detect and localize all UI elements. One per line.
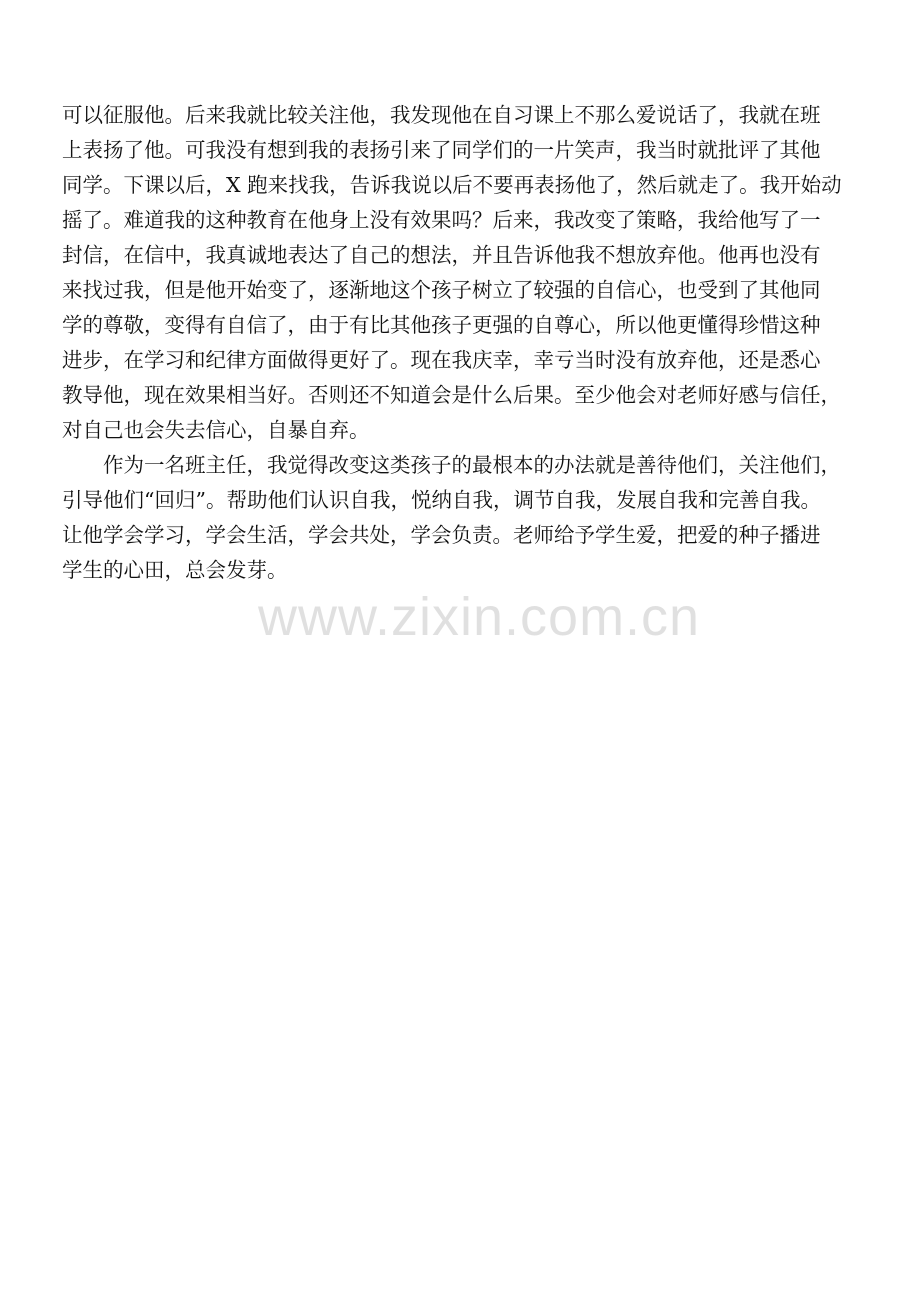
text-line: 教导他，现在效果相当好。否则还不知道会是什么后果。至少他会对老师好感与信任， [62, 383, 841, 407]
paragraph-2 [62, 448, 862, 588]
paragraph-1 [62, 98, 862, 448]
text-line: 进步，在学习和纪律方面做得更好了。现在我庆幸，幸亏当时没有放弃他，还是悉心 [62, 348, 821, 372]
text-line: 学的尊敬，变得有自信了，由于有比其他孩子更强的自尊心，所以他更懂得珍惜这种 [62, 313, 821, 337]
watermark-text: www.zixin.com.cn [258, 587, 701, 647]
text-line: 引导他们“回归”。帮助他们认识自我，悦纳自我，调节自我，发展自我和完善自我。 [62, 488, 821, 512]
document-body [62, 98, 862, 588]
text-line: 封信，在信中，我真诚地表达了自己的想法，并且告诉他我不想放弃他。他再也没有 [62, 243, 821, 267]
text-line: 对自己也会失去信心，自暴自弃。 [62, 418, 370, 442]
text-line: 可以征服他。后来我就比较关注他，我发现他在自习课上不那么爱说话了，我就在班 [62, 103, 821, 127]
text-line: 来找过我，但是他开始变了，逐渐地这个孩子树立了较强的自信心，也受到了其他同 [62, 278, 821, 302]
text-line: 上表扬了他。可我没有想到我的表扬引来了同学们的一片笑声，我当时就批评了其他 [62, 138, 821, 162]
text-line: 让他学会学习，学会生活，学会共处，学会负责。老师给予学生爱，把爱的种子播进 [62, 523, 821, 547]
text-line: 摇了。难道我的这种教育在他身上没有效果吗？后来，我改变了策略，我给他写了一 [62, 208, 821, 232]
text-line: 作为一名班主任，我觉得改变这类孩子的最根本的办法就是善待他们，关注他们， [103, 453, 841, 477]
text-line: 学生的心田，总会发芽。 [62, 558, 288, 582]
text-line: 同学。下课以后，X 跑来找我，告诉我说以后不要再表扬他了，然后就走了。我开始动 [62, 173, 842, 197]
